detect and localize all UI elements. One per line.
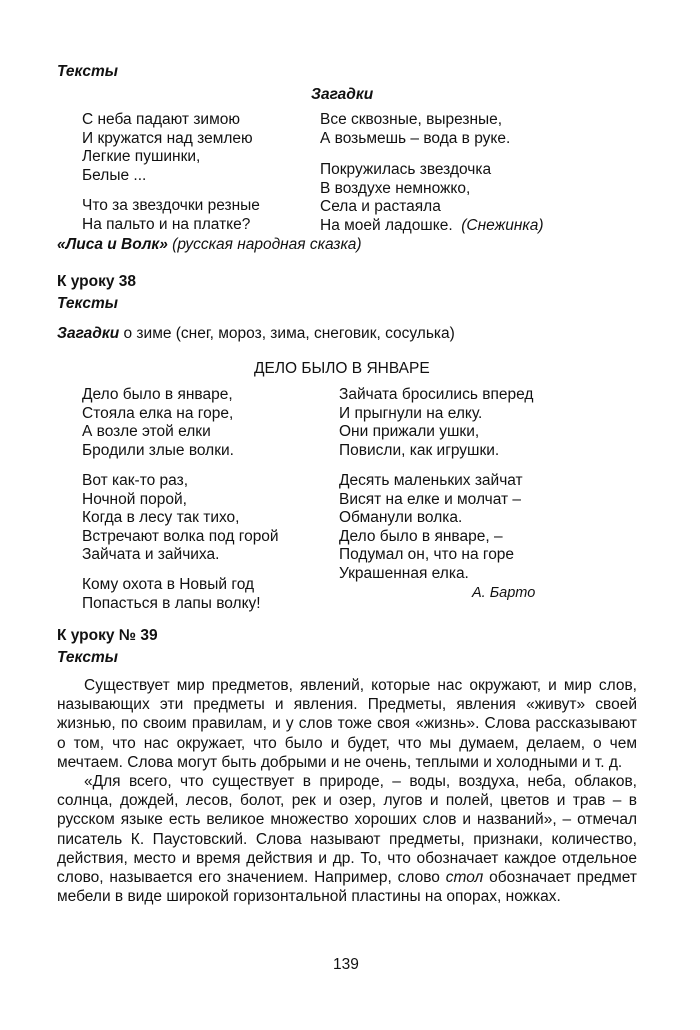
- verse-line: Кому охота в Новый год: [82, 576, 255, 593]
- verse-line: Белые ...: [82, 166, 147, 184]
- poem-author: А. Барто: [472, 585, 536, 601]
- verse-line: На пальто и на платке?: [82, 215, 251, 233]
- riddles-description: о зиме (снег, мороз, зима, снеговик, сосулька): [123, 325, 455, 342]
- paragraph-text: «Для всего, что существует в природе, – воды, воздуха, неба, облаков, солнца, дождей, лесов, болот, рек и озер, лугов и полей, цветов и трав – в русском языке есть великое множество хороших слов и названий», – отмечал писатель К. Паустовский. Слова называют предметы, признаки, количество, действия, место и время действия и др. То, что обозначает каждое отдельное слово, называется его значением. Например, слово: [57, 773, 637, 887]
- verse-line: А возле этой елки: [82, 423, 211, 440]
- poem-right-stanza2: [339, 472, 523, 583]
- page-number: 139: [333, 956, 359, 973]
- riddles-title: Загадки: [311, 86, 374, 103]
- paragraph: [57, 772, 637, 906]
- verse-line: Стояла елка на горе,: [82, 404, 234, 422]
- verse-line: Повисли, как игрушки.: [339, 441, 500, 459]
- riddle-left-stanza1: [82, 111, 253, 185]
- verse-line: Все сквозные, вырезные,: [320, 111, 503, 128]
- paragraph: Существует мир предметов, явлений, которые нас окружают, и мир слов, называющих эти предметы и явления. Предметы, явления «живут» своей жизнью, по своим правилам, и у слов тоже своя «жизнь». Слова рассказывают о том, что нас окружает, что было и будет, что мы думаем, делаем, о чем мечтаем. Слова могут быть добрыми и не очень, теплыми и холодными и т. д.: [57, 677, 637, 771]
- poem-right-stanza1: [339, 386, 533, 460]
- lesson-38-texts-heading: Тексты: [57, 295, 118, 312]
- lesson-39-title: К уроку № 39: [57, 627, 158, 644]
- verse-line: Украшенная елка.: [339, 564, 469, 582]
- lesson-39-body: [57, 676, 637, 906]
- verse-line: Попасться в лапы волку!: [82, 594, 261, 612]
- verse-line: Дело было в январе,: [82, 386, 233, 403]
- poem-left-stanza1: [82, 386, 234, 460]
- riddles-label: Загадки: [57, 325, 120, 342]
- tale-title: «Лиса и Волк»: [57, 236, 168, 253]
- verse-line: Обманули волка.: [339, 509, 463, 526]
- verse-line: Когда в лесу так тихо,: [82, 509, 240, 526]
- verse-line: [320, 217, 544, 236]
- verse-line: Они прижали ушки,: [339, 423, 480, 440]
- poem-left-stanza3: [82, 576, 261, 613]
- verse-line: Подумал он, что на горе: [339, 546, 515, 563]
- riddle-answer: (Снежинка): [461, 216, 544, 234]
- riddle-right-stanza1: [320, 111, 510, 148]
- riddle-left-stanza2: [82, 197, 260, 234]
- verse-line: Висят на елке и молчат –: [339, 490, 522, 508]
- verse-line: Зайчата бросились вперед: [339, 386, 534, 403]
- poem-title: ДЕЛО БЫЛО В ЯНВАРЕ: [254, 360, 430, 377]
- texts-heading: Тексты: [57, 63, 118, 80]
- poem-left-stanza2: [82, 472, 279, 565]
- verse-line: Зайчата и зайчиха.: [82, 546, 220, 563]
- verse-line: Легкие пушинки,: [82, 148, 201, 165]
- lesson-38-title: К уроку 38: [57, 273, 137, 290]
- verse-line: А возьмешь – вода в руке.: [320, 129, 511, 147]
- verse-line: Встречают волка под горой: [82, 527, 279, 545]
- verse-line: С неба падают зимою: [82, 111, 240, 128]
- verse-line: Что за звездочки резные: [82, 197, 260, 214]
- verse-line: Вот как-то раз,: [82, 472, 189, 489]
- verse-text: На моей ладошке.: [320, 216, 453, 234]
- paragraph-text: обозначает предмет мебели в виде широкой горизонтальной пластины на опорах, ножках.: [57, 869, 638, 906]
- verse-line: Села и растаяла: [320, 198, 441, 215]
- riddle-right-stanza2: [320, 161, 544, 235]
- verse-line: Дело было в январе, –: [339, 527, 503, 545]
- verse-line: И прыгнули на елку.: [339, 404, 483, 422]
- verse-line: Бродили злые волки.: [82, 441, 234, 459]
- tale-note: (русская народная сказка): [172, 236, 362, 253]
- riddles-about-winter: [57, 325, 455, 343]
- tale-line: [57, 236, 362, 254]
- verse-line: Ночной порой,: [82, 490, 187, 508]
- lesson-39-texts-heading: Тексты: [57, 649, 118, 666]
- example-word: стол: [445, 869, 484, 887]
- verse-line: Покружилась звездочка: [320, 161, 492, 178]
- verse-line: Десять маленьких зайчат: [339, 472, 523, 489]
- verse-line: В воздухе немножко,: [320, 179, 471, 197]
- verse-line: И кружатся над землею: [82, 129, 253, 147]
